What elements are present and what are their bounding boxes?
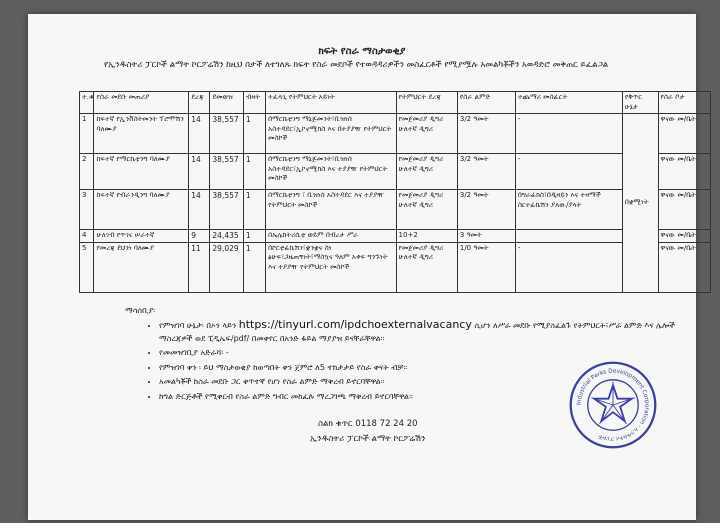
- list-item: • የምዝገባ ቀን ፡ ይህ ማስታወቂያ ከወጣበት ቀን ጀምሮ ለ5 ተከታታይ የስራ ቀናት ብቻ፡፡: [159, 362, 679, 375]
- cell-experience: 3/2 ዓመት: [457, 114, 515, 154]
- table-row: [80, 190, 711, 230]
- cell-level: የመጀመሪያ ዲግሪ ሁለተኛ ዲግሪ: [396, 114, 457, 154]
- list-item: • አመልካቾች ከስራ መደቡ ጋር ቀጥተኛ የሆነ የስራ ልምድ ማቅረብ ይኖርባቸዋል፡፡: [159, 376, 679, 389]
- cell-no: 5: [80, 242, 94, 292]
- official-seal-stamp: [568, 360, 658, 450]
- cell-field: በኮርቲፊኬሽን፣ቋንቋና ስነ ፅሁፍ፣ጋዜጠኝነት፣ማስኳና ዓለም አቀፍ ግንኙነት እና ተያያዥ የትምህርት መስኮች: [266, 242, 396, 292]
- cell-no: 1: [80, 114, 94, 154]
- cell-workplace: ዋናው መ/ቤት: [658, 154, 710, 190]
- list-item: • ከግል ድርጅቶች የሚቀርብ የስራ ልምድ ግብር መከፈሉ ማረጋገጫ ማቅረብ ይኖርባቸዋል፡፡: [159, 391, 679, 404]
- list-item: [159, 319, 679, 345]
- page-title: ክፍት የስራ ማስታወቂያ: [318, 46, 406, 57]
- header-qty: ብዛት: [243, 92, 265, 114]
- cell-salary: 38,557: [210, 154, 243, 190]
- vacancy-table: [79, 91, 711, 293]
- intro-paragraph: የኢንዱስትሪ ፓርኮች ልማት ኮርፖሬሽን ከዚህ በታች ለተገለጹ ክፍት የስራ መደቦች የተወዳዳሪዎችን መስፈርቶች የሚያሟሉ አመልካቾችን አወዳድሮ መቅጠር ይፈልጋል: [104, 60, 609, 70]
- header-salary: ደመወዝ: [210, 92, 243, 114]
- cell-workplace: ዋናው መ/ቤት: [658, 190, 710, 230]
- header-workplace: የስራ ቦታ: [658, 92, 710, 114]
- cell-qty: 1: [243, 154, 265, 190]
- svg-text:Industrial Parks Development C: Industrial Parks Development Corporation · ኢንዱስትሪ ፓርኮች: [576, 368, 650, 442]
- cell-grade: 14: [189, 154, 210, 190]
- cell-field: በኤሌክትሪሲቲ ወይም በብረታ ሥራ: [266, 230, 396, 243]
- cell-grade: 14: [189, 190, 210, 230]
- header-experience: የስራ ልምድ: [457, 92, 515, 114]
- cell-employment: በቋሚነት: [622, 114, 658, 293]
- header-grade: ደረጃ: [189, 92, 210, 114]
- notes-title: ማሳሰቢያ፡: [125, 306, 156, 315]
- cell-grade: 14: [189, 114, 210, 154]
- cell-qty: 1: [243, 242, 265, 292]
- cell-level: የመጀመሪያ ዲግሪ ሁለተኛ ዲግሪ: [396, 242, 457, 292]
- cell-field: በማርኬቲንግ ፣ ቢዝነስ አስተዳደር እና ተያያዥ የትምህርት መስኮች: [266, 190, 396, 230]
- organization-name: ኢንዱስትሪ ፓርኮች ልማት ኮርፖሬሽን: [310, 434, 426, 444]
- cell-title: ሁለገብ የጥገና ሠራተኛ: [94, 230, 189, 243]
- table-row: [80, 114, 711, 154]
- cell-field: በማርኬቲንግ ማኔጅመንት፣ቢዝነስ አስተዳደር፣ኢኮኖሚክስ እና ተያያዥ የትምህርት መስኮች: [266, 154, 396, 190]
- cell-grade: 9: [189, 230, 210, 243]
- cell-extra: [515, 230, 622, 243]
- cell-experience: 1/0 ዓመት: [457, 242, 515, 292]
- cell-title: ከፍተኛ የኢንቨስትመንት ፕሮሞሽን ባለሙያ: [94, 114, 189, 154]
- header-level: የትምህርት ደረጃ: [396, 92, 457, 114]
- cell-qty: 1: [243, 230, 265, 243]
- cell-extra: በግራፊክስ፣በዲዛይን እና ተዛማች ስርተፊኬሽን ያለው/ያላት: [515, 190, 622, 230]
- cell-workplace: ዋናው መ/ቤት: [658, 242, 710, 292]
- cell-level: የመጀመሪያ ዲግሪ ሁለተኛ ዲግሪ: [396, 154, 457, 190]
- cell-workplace: ዋናው መ/ቤት: [658, 114, 710, 154]
- cell-qty: 1: [243, 114, 265, 154]
- contact-phone: ስልክ ቁጥር 0118 72 24 20: [318, 419, 418, 429]
- cell-qty: 1: [243, 190, 265, 230]
- cell-extra: -: [515, 242, 622, 292]
- note-suffix: ሲሆን ለሥራ መደቡ የሚያስፈልጉ የትምህርት፣ሥራ ልምድ እና ሌሎች ማስረጃዎች ወደ ፒዲኤፍ/pdf/ በመቀየር በአንድ ፋይል ማያያዝ ይናቸራቸዋል፡፡: [159, 321, 675, 343]
- cell-title: ከፍተኛ የማርኬቲንግ ባለሙያ: [94, 154, 189, 190]
- cell-extra: -: [515, 154, 622, 190]
- cell-title: የመረጃ ደህንነ ባለሙያ: [94, 242, 189, 292]
- cell-workplace: ዋናው መ/ቤት: [658, 230, 710, 243]
- header-no: ተ.ቁ: [80, 92, 94, 114]
- cell-extra: -: [515, 114, 622, 154]
- table-row: [80, 154, 711, 190]
- list-item: • የመመዝገቢያ አድራሻ፡ -: [159, 347, 679, 360]
- table-row: [80, 230, 711, 243]
- cell-experience: 3/2 ዓመት: [457, 154, 515, 190]
- cell-experience: 3 ዓመት: [457, 230, 515, 243]
- cell-no: 4: [80, 230, 94, 243]
- registration-link[interactable]: https://tinyurl.com/ipdchoexternalvacancy: [238, 318, 472, 331]
- cell-level: 10+2: [396, 230, 457, 243]
- header-employment: የቅጥር ሁኔታ: [622, 92, 658, 114]
- cell-salary: 29,029: [210, 242, 243, 292]
- header-title: የስራ መደቡ መጠሪያ: [94, 92, 189, 114]
- cell-salary: 38,557: [210, 114, 243, 154]
- cell-no: 2: [80, 154, 94, 190]
- cell-level: የመጀመሪያ ዲግሪ ሁለተኛ ዲግሪ: [396, 190, 457, 230]
- document-page: [28, 14, 696, 520]
- cell-no: 3: [80, 190, 94, 230]
- cell-field: በማርኬቲንግ ማኔጅመንት፣ቢዝነስ አስተዳደር፣ኢኮኖሚክስ እና በተያያዥ የትምህርት መስኮች: [266, 114, 396, 154]
- cell-salary: 38,557: [210, 190, 243, 230]
- cell-title: ከፍተኛ የብራንዲንግ ባለሙያ: [94, 190, 189, 230]
- cell-experience: 3/2 ዓመት: [457, 190, 515, 230]
- note-prefix: የምዝገባ ሁኔታ፡ በኦን ላይን: [159, 321, 237, 330]
- header-extra: ተጨማሪ መስፈርት: [515, 92, 622, 114]
- header-field: ተፈላጊ የትምህርት አይነት: [266, 92, 396, 114]
- table-row: [80, 242, 711, 292]
- cell-grade: 11: [189, 242, 210, 292]
- table-header-row: [80, 92, 711, 114]
- cell-salary: 24,435: [210, 230, 243, 243]
